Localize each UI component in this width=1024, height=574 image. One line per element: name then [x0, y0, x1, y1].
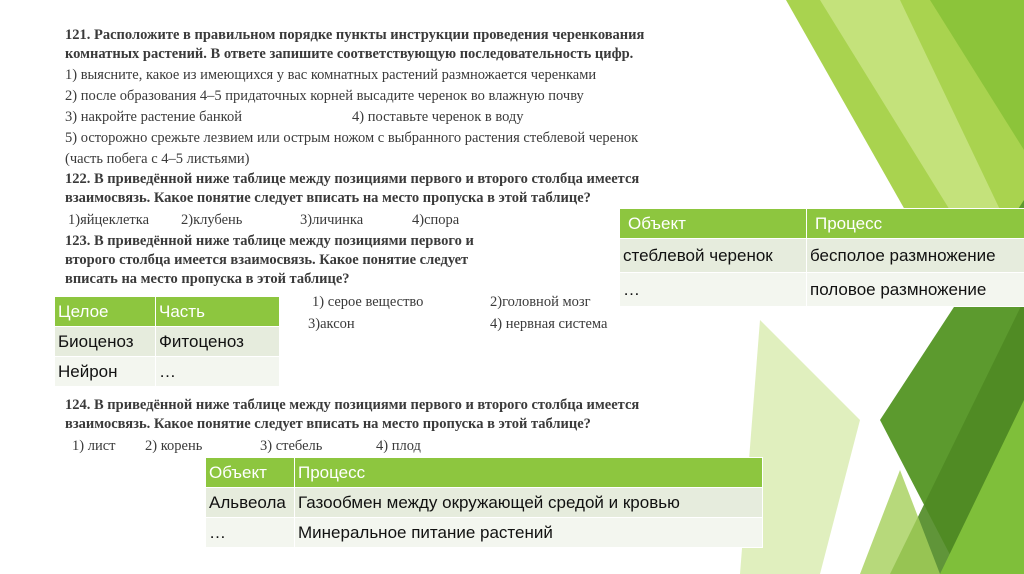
q123-option-3: 3)аксон: [308, 316, 355, 332]
table-row: [620, 273, 1024, 307]
table-cell: Альвеола: [206, 488, 295, 518]
q122-title-line1: 122. В приведённой ниже таблице между позициями первого и второго столбца имеется: [65, 171, 640, 187]
q122-table: [619, 208, 1024, 307]
q122-option-1: 1)яйцеклетка: [68, 212, 150, 228]
q121-title-line1: 121. Расположите в правильном порядке пункты инструкции проведения черенкования: [65, 27, 645, 43]
table-row: [206, 488, 763, 518]
q123-title-line1: 123. В приведённой ниже таблице между позициями первого и: [65, 233, 474, 249]
table-cell: стеблевой черенок: [620, 239, 807, 273]
q121-item-5: 5) осторожно срежьте лезвием или острым ножом с выбранного растения стеблевой черенок: [65, 130, 639, 146]
q123-option-4: 4) нервная система: [490, 316, 608, 332]
table-header-cell: Объект: [620, 209, 807, 239]
q124-title-line1: 124. В приведённой ниже таблице между позициями первого и второго столбца имеется: [65, 397, 640, 413]
q121-item-1: 1) выясните, какое из имеющихся у вас комнатных растений размножается черенками: [65, 67, 597, 83]
table-cell: …: [206, 518, 295, 548]
q122-option-3: 3)личинка: [300, 212, 364, 228]
table-header-cell: Процесс: [295, 458, 763, 488]
table-cell: Минеральное питание растений: [295, 518, 763, 548]
q122-option-2: 2)клубень: [181, 212, 243, 228]
q121-item-5-cont: (часть побега с 4–5 листьями): [65, 151, 250, 167]
q121-item-4: 4) поставьте черенок в воду: [352, 109, 524, 125]
table-cell: …: [620, 273, 807, 307]
q122-option-4: 4)спора: [412, 212, 460, 228]
q123-table: [54, 296, 280, 387]
q124-option-2: 2) корень: [145, 438, 203, 454]
table-row: [55, 327, 280, 357]
table-cell: Газообмен между окружающей средой и кровью: [295, 488, 763, 518]
q123-title-line2: второго столбца имеется взаимосвязь. Какое понятие следует: [65, 252, 469, 268]
q124-option-3: 3) стебель: [260, 438, 323, 454]
table-header-cell: Целое: [55, 297, 156, 327]
table-cell: половое размножение: [807, 273, 1024, 307]
table-row: [206, 518, 763, 548]
table-header-row: [55, 297, 280, 327]
table-row: [620, 239, 1024, 273]
table-header-row: [620, 209, 1024, 239]
table-cell: Фитоценоз: [156, 327, 280, 357]
q123-option-2: 2)головной мозг: [490, 294, 591, 310]
q124-title-line2: взаимосвязь. Какое понятие следует вписать на место пропуска в этой таблице?: [65, 416, 591, 432]
q121-title-line2: комнатных растений. В ответе запишите соответствующую последовательность цифр.: [65, 46, 634, 62]
table-row: [55, 357, 280, 387]
table-header-cell: Процесс: [807, 209, 1024, 239]
q123-title-line3: вписать на место пропуска в этой таблице?: [65, 271, 350, 287]
table-cell: …: [156, 357, 280, 387]
q124-option-1: 1) лист: [72, 438, 116, 454]
q122-title-line2: взаимосвязь. Какое понятие следует вписать на место пропуска в этой таблице?: [65, 190, 591, 206]
q124-table: [205, 457, 763, 548]
q124-option-4: 4) плод: [376, 438, 421, 454]
q123-option-1: 1) серое вещество: [312, 294, 424, 310]
table-header-row: [206, 458, 763, 488]
table-cell: бесполое размножение: [807, 239, 1024, 273]
table-header-cell: Часть: [156, 297, 280, 327]
table-cell: Биоценоз: [55, 327, 156, 357]
table-header-cell: Объект: [206, 458, 295, 488]
table-cell: Нейрон: [55, 357, 156, 387]
q121-item-2: 2) после образования 4–5 придаточных корней высадите черенок во влажную почву: [65, 88, 584, 104]
q121-item-3: 3) накройте растение банкой: [65, 109, 242, 125]
